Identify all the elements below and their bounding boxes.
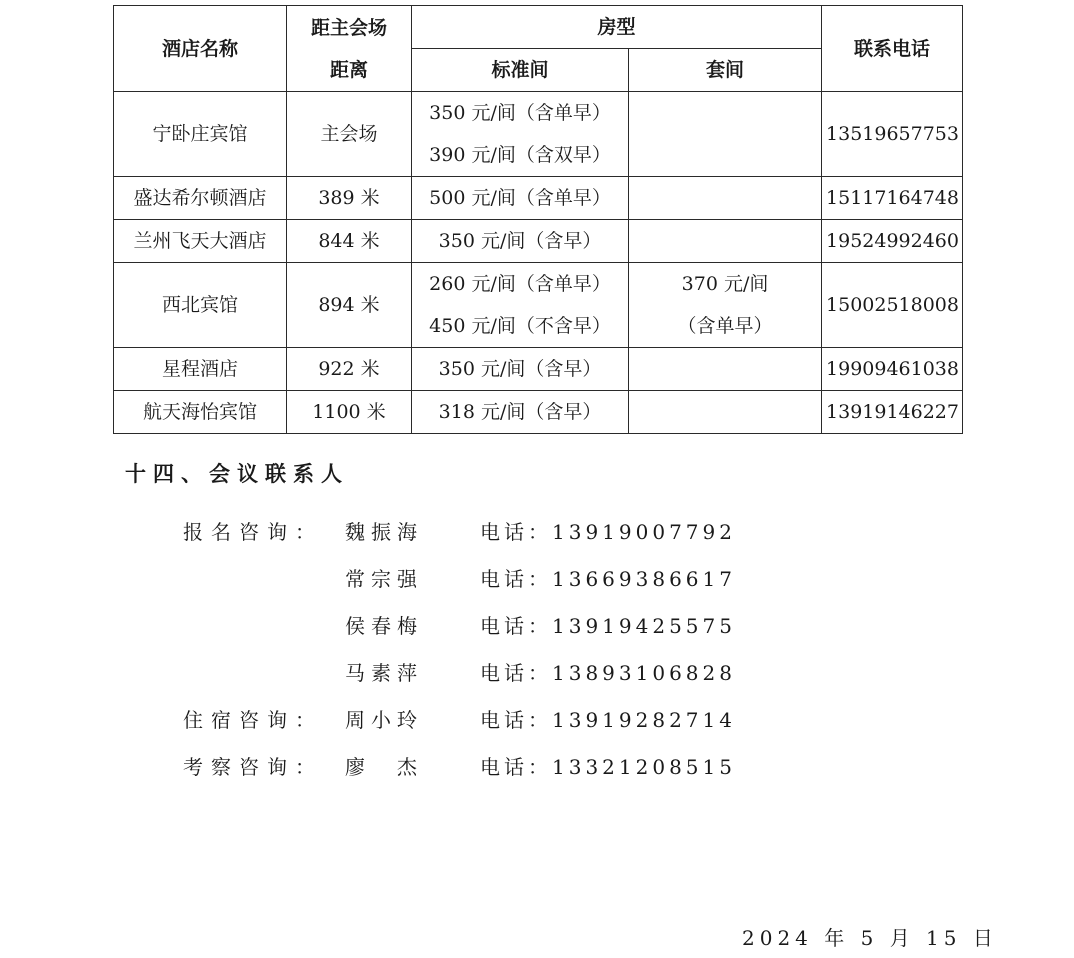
suite-price-cell — [629, 391, 822, 434]
header-standard-room: 标准间 — [412, 49, 629, 92]
contact-phone — [480, 704, 736, 733]
distance-cell: 922 米 — [287, 348, 412, 391]
header-suite: 套间 — [629, 49, 822, 92]
contact-category: 住宿咨询： — [183, 708, 323, 732]
standard-price-cell — [412, 263, 629, 348]
suite-price-cell — [629, 92, 822, 177]
suite-price-line: 370 元/间 — [681, 273, 769, 295]
hotel-name-cell: 盛达希尔顿酒店 — [114, 177, 287, 220]
price-line: 500 元/间（含单早） — [429, 187, 611, 209]
price-line: 318 元/间（含早） — [438, 401, 602, 423]
header-phone: 联系电话 — [822, 6, 963, 92]
suite-price-cell — [629, 220, 822, 263]
table-row — [114, 92, 963, 177]
standard-price-cell — [412, 348, 629, 391]
header-distance-line2: 距离 — [329, 58, 368, 81]
distance-cell: 389 米 — [287, 177, 412, 220]
table-row — [114, 220, 963, 263]
phone-number: 13919425575 — [552, 614, 736, 638]
header-distance-line1: 距主会场 — [310, 16, 387, 39]
suite-price-line: （含单早） — [677, 315, 773, 337]
header-room-type: 房型 — [412, 6, 822, 49]
header-hotel-name: 酒店名称 — [114, 6, 287, 92]
price-line: 450 元/间（不含早） — [429, 315, 611, 337]
table-row — [114, 263, 963, 348]
distance-cell: 主会场 — [287, 92, 412, 177]
contact-category: 报名咨询： — [183, 520, 323, 544]
phone-label: 电话： — [480, 520, 552, 544]
phone-label: 电话： — [480, 755, 552, 779]
phone-cell: 19524992460 — [822, 220, 963, 263]
phone-label: 电话： — [480, 567, 552, 591]
contact-name: 周小玲 — [345, 708, 423, 732]
contact-name: 马素萍 — [345, 661, 423, 685]
table-row — [114, 177, 963, 220]
hotel-name-cell: 宁卧庄宾馆 — [114, 92, 287, 177]
contact-phone — [480, 657, 736, 686]
phone-cell: 13919146227 — [822, 391, 963, 434]
distance-cell: 894 米 — [287, 263, 412, 348]
hotel-name-cell: 星程酒店 — [114, 348, 287, 391]
table-row — [114, 348, 963, 391]
distance-cell: 844 米 — [287, 220, 412, 263]
suite-price-cell — [629, 177, 822, 220]
table-row — [114, 391, 963, 434]
phone-label: 电话： — [480, 614, 552, 638]
phone-cell: 13519657753 — [822, 92, 963, 177]
header-distance — [287, 6, 412, 92]
phone-label: 电话： — [480, 661, 552, 685]
phone-number: 13919007792 — [552, 520, 736, 544]
contact-name: 廖 杰 — [345, 755, 423, 779]
phone-number: 13669386617 — [552, 567, 736, 591]
hotel-name-cell: 兰州飞天大酒店 — [114, 220, 287, 263]
phone-cell: 15117164748 — [822, 177, 963, 220]
phone-number: 13321208515 — [552, 755, 736, 779]
phone-number: 13919282714 — [552, 708, 736, 732]
phone-cell: 15002518008 — [822, 263, 963, 348]
suite-price-cell — [629, 263, 822, 348]
price-line: 390 元/间（含双早） — [429, 144, 611, 166]
standard-price-cell — [412, 391, 629, 434]
contact-name: 常宗强 — [345, 567, 423, 591]
suite-price-cell — [629, 348, 822, 391]
contact-phone — [480, 563, 736, 592]
standard-price-cell — [412, 92, 629, 177]
hotel-table — [113, 5, 963, 434]
standard-price-cell — [412, 177, 629, 220]
phone-label: 电话： — [480, 708, 552, 732]
hotel-name-cell: 西北宾馆 — [114, 263, 287, 348]
section-title-contacts: 十四、会议联系人 — [125, 461, 349, 486]
price-line: 260 元/间（含单早） — [429, 273, 611, 295]
hotel-name-cell: 航天海怡宾馆 — [114, 391, 287, 434]
contact-phone — [480, 610, 736, 639]
contact-phone — [480, 751, 736, 780]
contact-category: 考察咨询： — [183, 755, 323, 779]
contact-name: 侯春梅 — [345, 614, 423, 638]
price-line: 350 元/间（含早） — [438, 358, 602, 380]
phone-number: 13893106828 — [552, 661, 736, 685]
price-line: 350 元/间（含早） — [438, 230, 602, 252]
contact-name: 魏振海 — [345, 520, 423, 544]
document-date: 2024 年 5 月 15 日 — [742, 926, 998, 950]
standard-price-cell — [412, 220, 629, 263]
phone-cell: 19909461038 — [822, 348, 963, 391]
contact-phone — [480, 516, 736, 545]
distance-cell: 1100 米 — [287, 391, 412, 434]
price-line: 350 元/间（含单早） — [429, 102, 611, 124]
